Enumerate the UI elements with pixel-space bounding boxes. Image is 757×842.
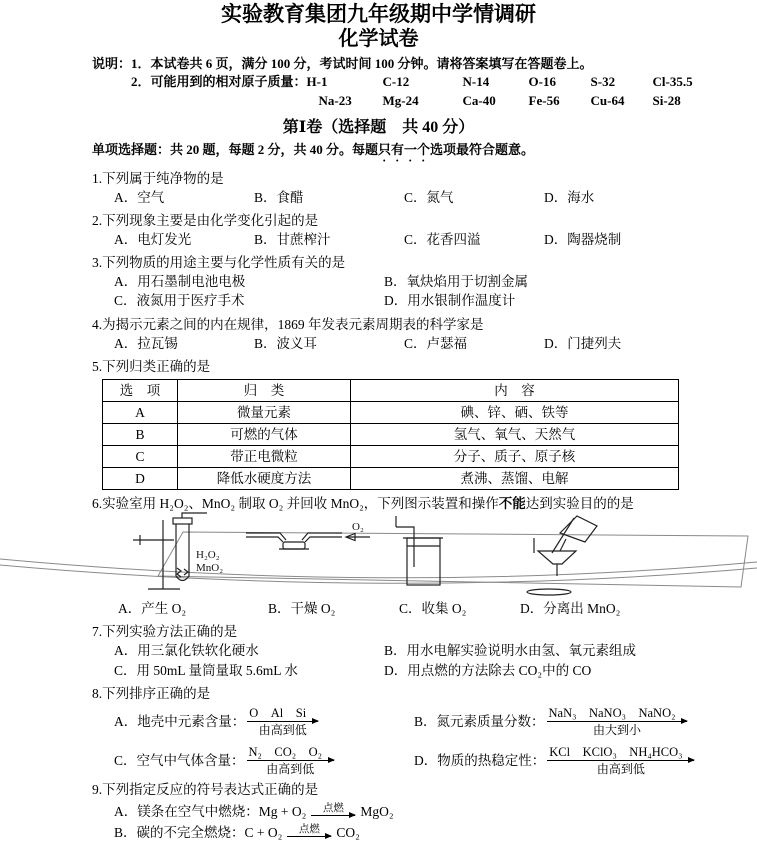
option-c: C．液氮用于医疗手术 [114, 293, 245, 309]
question-3 [92, 253, 757, 310]
page-subtitle: 化学试卷 [338, 28, 419, 51]
question-number: 3. [92, 255, 103, 271]
equation-right: CO₂ [336, 824, 360, 840]
mass-value: Cl-35.5 [652, 74, 693, 90]
arrow-bottom-label: 由高到低 [596, 762, 645, 777]
figure-caption-d: D．分离出 MnO₂ [520, 601, 621, 617]
table-cell: B [103, 424, 178, 446]
option-a: A．用三氯化铁软化硬水 [114, 643, 259, 659]
table-cell: D [103, 468, 178, 490]
order-arrow [547, 706, 688, 738]
option-label: A．地壳中元素含量： [114, 714, 246, 730]
ignition-arrow [287, 824, 331, 837]
mass-value: Fe-56 [528, 92, 560, 108]
reagent-label-h2o2: H₂O₂ [196, 549, 220, 562]
option-d [414, 745, 757, 777]
question-number: 2. [92, 212, 103, 228]
table-header-category: 归 类 [178, 380, 351, 402]
arrow-top-label: NaN₃ NaNO₃ NaNO₂ [548, 705, 676, 720]
option-d: D．陶器烧制 [544, 232, 622, 247]
option-d: D．门捷列夫 [544, 335, 622, 351]
question-text: 下列指定反应的符号表达式正确的是 [102, 782, 319, 798]
arrow-bottom-label: 由大到小 [592, 723, 641, 738]
table-cell: 可燃的气体 [178, 424, 351, 446]
table-row [103, 446, 679, 468]
table-cell: 煮沸、蒸馏、电解 [351, 468, 679, 490]
options-row [92, 230, 757, 249]
option-b: B．甘蔗榨汁 [254, 232, 331, 247]
right-arrow-icon [547, 721, 688, 722]
equation-left: B．碳的不完全燃烧：C + O₂ [114, 824, 283, 840]
question-number: 5. [92, 358, 103, 374]
note-line-1 [92, 55, 757, 73]
table-cell: 带正电微粒 [178, 446, 351, 468]
question-text: 下列归类正确的是 [102, 358, 211, 374]
apparatus-dry-o2 [246, 521, 370, 549]
question-1 [92, 169, 757, 207]
exam-notes [92, 55, 757, 110]
table-cell: 分子、质子、原子核 [351, 446, 679, 468]
table-cell: 碘、锌、硒、铁等 [351, 402, 679, 424]
option-b: B．波义耳 [254, 335, 318, 351]
option-a: A．用石墨制电池电极 [114, 274, 246, 290]
option-c [114, 745, 414, 777]
instruction-pre: 单项选择题：共 20 题，每题 2 分，共 40 分。每题 [92, 141, 379, 157]
option-d: D．用点燃的方法除去 CO₂中的 CO [384, 662, 592, 678]
note-1-text: 1．本试卷共 6 页，满分 100 分，考试时间 100 分钟。请将答案填写在答题卷上。 [131, 56, 593, 72]
question-text: 下列属于纯净物的是 [102, 170, 224, 186]
arrow-top-label: O Al Si [249, 705, 307, 720]
right-arrow-icon [247, 721, 318, 722]
question-number: 4. [92, 316, 103, 332]
apparatus-diagram [0, 513, 757, 599]
option-c: C．卢瑟福 [404, 335, 468, 351]
figure-caption-a: A．产生 O₂ [118, 601, 187, 617]
atomic-mass-table [307, 73, 693, 109]
arrow-bottom-label: 由高到低 [266, 762, 315, 777]
question-5 [92, 357, 757, 376]
question-number: 9. [92, 782, 103, 798]
instruction-emphasized: 只有一个 [378, 141, 431, 157]
mass-value: Mg-24 [382, 92, 419, 108]
question-4 [92, 315, 757, 353]
question-number: 1. [92, 170, 103, 186]
question-number: 7. [92, 624, 103, 640]
question-text: 下列排序正确的是 [102, 685, 211, 701]
option-b [414, 706, 757, 738]
section-title: 第Ⅰ卷（选择题 共 40 分） [282, 118, 475, 136]
question-text-pre: 实验室用 H₂O₂、MnO₂ 制取 O₂ 并回收 MnO₂，下列图示装置和操作 [102, 496, 499, 512]
options-row [92, 188, 757, 207]
table-row [103, 468, 679, 490]
gas-flow-label-o2: O₂ [352, 521, 364, 534]
arrow-bottom-label: 由高到低 [258, 723, 307, 738]
mass-value: N-14 [462, 74, 490, 90]
question-8 [92, 684, 757, 777]
table-cell: 降低水硬度方法 [178, 468, 351, 490]
ignition-arrow [311, 803, 355, 816]
question-text: 下列物质的用途主要与化学性质有关的是 [102, 255, 346, 271]
options-grid [92, 706, 757, 777]
option-label: C．空气中气体含量： [114, 752, 245, 768]
instruction-post: 选项最符合题意。 [430, 141, 535, 157]
table-cell: C [103, 446, 178, 468]
condition-label: 点燃 [298, 823, 320, 835]
order-arrow [247, 706, 318, 738]
condition-label: 点燃 [322, 802, 344, 814]
option-b: B．食醋 [254, 189, 304, 205]
note-2-label: 2．可能用到的相对原子质量： [131, 74, 307, 90]
question-6 [92, 494, 757, 513]
classification-table [102, 379, 679, 490]
options-row [92, 334, 757, 353]
options-grid [92, 641, 757, 679]
option-a: A．拉瓦锡 [114, 335, 178, 351]
option-d: D．用水银制作温度计 [384, 293, 516, 309]
question-text: 为揭示元素之间的内在规律，1869 年发表元素周期表的科学家是 [102, 316, 484, 332]
figure-caption-c: C．收集 O₂ [399, 601, 467, 617]
option-a [114, 706, 414, 738]
figure-caption-b: B．干燥 O₂ [268, 601, 336, 617]
option-c: C．用 50mL 量筒量取 5.6mL 水 [114, 662, 298, 678]
page-title: 实验教育集团九年级期中学情调研 [221, 2, 536, 26]
question-text [102, 494, 634, 513]
mass-value: O-16 [528, 74, 556, 90]
table-header-content: 内 容 [351, 380, 679, 402]
options-grid [92, 272, 757, 310]
mass-value: H-1 [306, 74, 328, 90]
table-row [103, 402, 679, 424]
option-label: D．物质的热稳定性： [414, 752, 546, 768]
apparatus-figure [0, 513, 757, 599]
question-text: 下列现象主要是由化学变化引起的是 [102, 212, 319, 228]
table-header-option: 选 项 [103, 380, 178, 402]
mass-value: Cu-64 [590, 92, 625, 108]
table-cell: 微量元素 [178, 402, 351, 424]
figure-captions [0, 599, 757, 618]
mass-value: Si-28 [652, 92, 681, 108]
crease-line [0, 559, 757, 578]
order-arrow [247, 745, 335, 777]
note-line-2 [92, 73, 757, 109]
option-a: A．电灯发光 [114, 232, 192, 247]
right-arrow-icon [287, 836, 331, 837]
question-7 [92, 622, 757, 679]
exam-paper-page [0, 1, 757, 840]
option-a: A．空气 [114, 189, 165, 205]
question-text: 下列实验方法正确的是 [102, 624, 238, 640]
background-outline [158, 532, 748, 587]
question-text-bold: 不能 [498, 496, 526, 512]
mass-value: S-32 [590, 74, 616, 90]
section-instruction [92, 141, 757, 165]
mass-value: Ca-40 [462, 92, 496, 108]
arrow-top-label: N₂ CO₂ O₂ [248, 744, 323, 759]
option-b: B．用水电解实验说明水由氢、氧元素组成 [384, 643, 637, 659]
apparatus-collect-o2 [396, 516, 443, 585]
question-number: 8. [92, 685, 103, 701]
right-arrow-icon [311, 815, 355, 816]
option-b: B．氧炔焰用于切割金属 [384, 274, 529, 290]
question-9 [92, 780, 757, 841]
reagent-label-mno2: MnO₂ [196, 562, 224, 575]
option-label: B．氮元素质量分数： [414, 714, 545, 730]
right-arrow-icon [247, 760, 335, 761]
notes-label: 说明： [92, 56, 132, 72]
order-arrow [547, 745, 694, 777]
right-arrow-icon [547, 760, 694, 761]
option-c: C．花香四溢 [404, 232, 481, 247]
question-2 [92, 211, 757, 249]
arrow-top-label: KCl KClO₃ NH₄HCO₃ [549, 744, 683, 759]
question-text-post: 达到实验目的的是 [525, 496, 634, 512]
option-d: D．海水 [544, 189, 595, 205]
option-b [92, 823, 757, 842]
table-row [103, 424, 679, 446]
equation-left: A．镁条在空气中燃烧：Mg + O₂ [114, 803, 307, 819]
table-cell: A [103, 402, 178, 424]
option-c: C．氮气 [404, 189, 454, 205]
question-number: 6. [92, 496, 103, 512]
table-cell: 氢气、氧气、天然气 [351, 424, 679, 446]
equation-right: MgO₂ [360, 803, 394, 819]
mass-value: Na-23 [318, 92, 352, 108]
option-a [92, 802, 757, 821]
table-header-row [103, 380, 679, 402]
mass-value: C-12 [382, 74, 410, 90]
